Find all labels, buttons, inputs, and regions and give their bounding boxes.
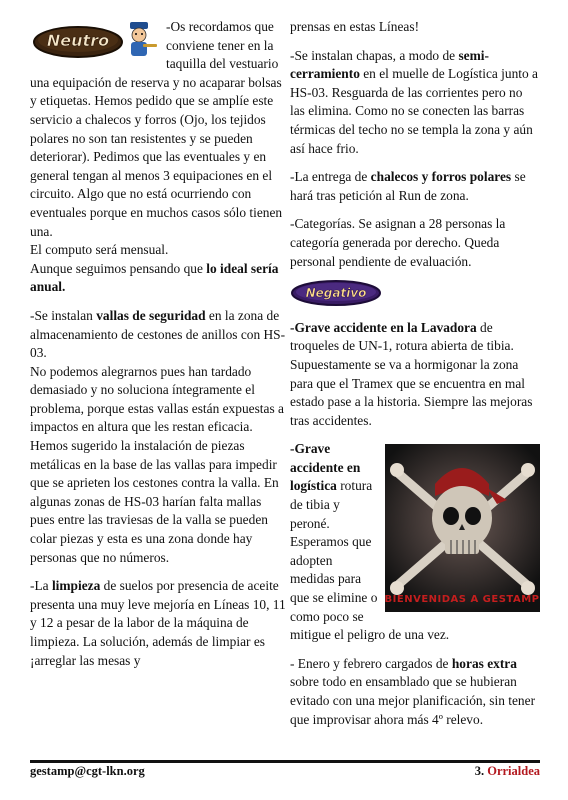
footer-divider (30, 760, 540, 763)
page-number: 3. (474, 764, 485, 778)
paragraph-categories: -Categorías. Se asignan a 28 personas la categoría generada por derecho. Queda personal pendiente de evaluación. (290, 216, 506, 269)
paragraph-laundry-accident: -Grave accidente en la Lavadora de troqueles de UN-1, rotura abierta de tibia. Supuestamente se va a hormigonar la zona para que el Tramex que se encuentra en mal estado pase a la historia. Siempre las mejoras tras accidentes. (290, 319, 533, 428)
paragraph-safety-fences: -Se instalan vallas de seguridad en la zona de almacenamiento de cestones de anillos con HS-03. No podemos alegrarnos pues han tardado demasiado y no soluciona íntegramente el problema, porque estas vallas están expuestas a impactos en altura que les restan eficacia. Hemos sugerido la instalación de piezas metálicas en la base de las vallas para impedir que se aprieten los cestones contra la valla. En algunas zonas de HS-03 harían falta mallas pues entre las traviesas de la valla se pueden colar piezas y esta es una zona donde hay personas que no números. (30, 307, 286, 565)
negative-badge (290, 279, 540, 313)
mascot-icon (130, 22, 157, 56)
right-column (290, 18, 540, 729)
paragraph-reserve-uniform: Neutro -Os recordamos que conviene tener en la taquilla del vestuario una equipación de reserva y no acaparar bolsas y etiquetas. Hemos pedido que se amplíe este servicio a chalecos y forros (Ojo, los tejidos polares no son tan resistentes y se pueden deteriorar). Pedimos que las eventuales y en general tengan al menos 3 equipaciones en el circuito. Algo que no está ocurriendo con eventuales porque en muchos casos sólo tienen una. El computo será mensual. Aunque seguimos pensando que lo ideal sería anual. (30, 19, 283, 295)
paragraph-presses: prensas en estas Líneas! (290, 19, 420, 34)
paragraph-semi-enclosure: -Se instalan chapas, a modo de semi-cerramiento en el muelle de Logística junto a HS-03. Resguarda de las corrientes pero no las elimina. Como no se conecten las barras térmicas del techo no se templa la zona y aún así hace frio. (290, 47, 539, 156)
neutral-badge (30, 18, 160, 68)
skull-illustration (385, 444, 540, 612)
negative-badge-label: Negativo (305, 286, 367, 301)
paragraph-floor-cleaning: -La limpieza de suelos por presencia de aceite presenta una muy leve mejoría en Líneas 10, 11 y 12 a pesar de la labor de la máquina de limpieza. La solución, además de limpiar es ¡arreglar las mesas y (30, 578, 286, 668)
neutral-badge-label: Neutro (46, 31, 110, 50)
skull-icon (432, 468, 507, 554)
paragraph-vests-liners: -La entrega de chalecos y forros polares se hará tras petición al Run de zona. (290, 169, 526, 203)
skull-caption: BIENVENIDAS A GESTAMP (385, 594, 540, 606)
left-column (30, 18, 286, 670)
footer-page (475, 764, 540, 779)
section-name: Orrialdea (487, 764, 540, 778)
paragraph-overtime: - Enero y febrero cargados de horas extra sobre todo en ensamblado que se hubieran evitado con una mejor planificación, sin tener que improvisar ahora más 4º relevo. (290, 655, 536, 727)
paragraph-logistics-accident: BIENVENIDAS A GESTAMP -Grave accidente en logística rotura de tibia y peroné. Esperamos que adopten medidas para que se elimine o como poco se mitigue el peligro de una vez. (290, 441, 540, 643)
footer-email: gestamp@cgt-lkn.org (30, 764, 145, 778)
